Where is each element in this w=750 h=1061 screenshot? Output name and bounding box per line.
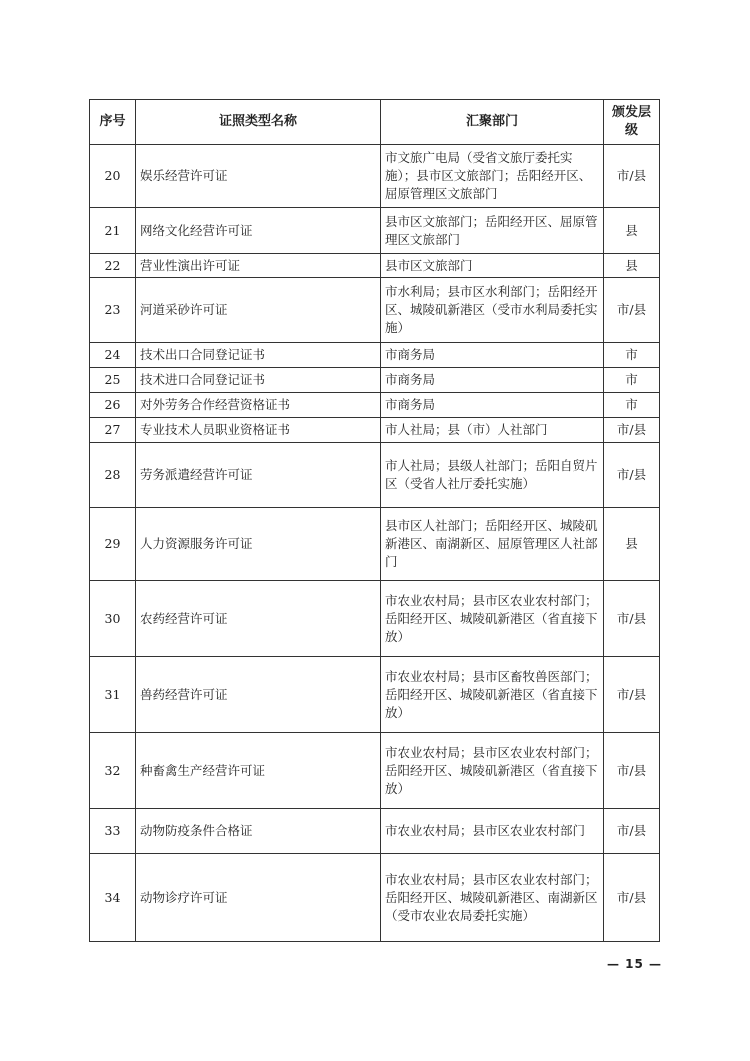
row-serial-number: 34 (90, 854, 136, 942)
row-collecting-department: 市商务局 (381, 368, 604, 393)
row-issuing-level: 市/县 (604, 443, 660, 508)
row-certificate-name: 娱乐经营许可证 (136, 145, 381, 208)
row-issuing-level: 市 (604, 368, 660, 393)
row-certificate-name: 种畜禽生产经营许可证 (136, 733, 381, 809)
table-row (90, 809, 660, 854)
row-collecting-department: 市人社局；县（市）人社部门 (381, 418, 604, 443)
table-row (90, 368, 660, 393)
row-collecting-department: 市农业农村局；县市区农业农村部门；岳阳经开区、城陵矶新港区（省直接下放） (381, 733, 604, 809)
row-collecting-department: 市商务局 (381, 393, 604, 418)
row-issuing-level: 市 (604, 343, 660, 368)
row-issuing-level: 市/县 (604, 581, 660, 657)
row-certificate-name: 河道采砂许可证 (136, 278, 381, 343)
row-collecting-department: 市人社局；县级人社部门；岳阳自贸片区（受省人社厅委托实施） (381, 443, 604, 508)
header-row (90, 100, 660, 145)
row-issuing-level: 市/县 (604, 854, 660, 942)
row-certificate-name: 兽药经营许可证 (136, 657, 381, 733)
row-serial-number: 22 (90, 254, 136, 278)
row-serial-number: 20 (90, 145, 136, 208)
table-row (90, 418, 660, 443)
row-collecting-department: 市农业农村局；县市区畜牧兽医部门；岳阳经开区、城陵矶新港区（省直接下放） (381, 657, 604, 733)
row-serial-number: 33 (90, 809, 136, 854)
row-collecting-department: 县市区人社部门；岳阳经开区、城陵矶新港区、南湖新区、屈原管理区人社部门 (381, 508, 604, 581)
row-collecting-department: 市商务局 (381, 343, 604, 368)
table-header (90, 100, 660, 145)
row-certificate-name: 劳务派遣经营许可证 (136, 443, 381, 508)
table-row (90, 145, 660, 208)
table-row (90, 208, 660, 254)
row-certificate-name: 技术进口合同登记证书 (136, 368, 381, 393)
row-collecting-department: 市农业农村局；县市区农业农村部门 (381, 809, 604, 854)
header-issuing-level: 颁发层级 (604, 100, 660, 145)
row-serial-number: 26 (90, 393, 136, 418)
row-collecting-department: 市水利局；县市区水利部门；岳阳经开区、城陵矶新港区（受市水利局委托实施） (381, 278, 604, 343)
row-certificate-name: 人力资源服务许可证 (136, 508, 381, 581)
header-serial-number: 序号 (90, 100, 136, 145)
row-certificate-name: 动物诊疗许可证 (136, 854, 381, 942)
table-body (90, 145, 660, 942)
row-collecting-department: 县市区文旅部门；岳阳经开区、屈原管理区文旅部门 (381, 208, 604, 254)
table-row (90, 278, 660, 343)
row-issuing-level: 市 (604, 393, 660, 418)
table-row (90, 254, 660, 278)
row-serial-number: 23 (90, 278, 136, 343)
page-number: — 15 — (607, 957, 663, 971)
row-collecting-department: 县市区文旅部门 (381, 254, 604, 278)
certificate-table (89, 99, 660, 942)
row-serial-number: 24 (90, 343, 136, 368)
header-collecting-department: 汇聚部门 (381, 100, 604, 145)
row-certificate-name: 营业性演出许可证 (136, 254, 381, 278)
table-row (90, 393, 660, 418)
row-issuing-level: 市/县 (604, 809, 660, 854)
row-issuing-level: 县 (604, 508, 660, 581)
row-issuing-level: 市/县 (604, 657, 660, 733)
row-serial-number: 27 (90, 418, 136, 443)
row-collecting-department: 市农业农村局；县市区农业农村部门；岳阳经开区、城陵矶新港区、南湖新区（受市农业农局委托实施） (381, 854, 604, 942)
table-row (90, 343, 660, 368)
row-serial-number: 21 (90, 208, 136, 254)
row-issuing-level: 市/县 (604, 145, 660, 208)
row-serial-number: 29 (90, 508, 136, 581)
header-certificate-name: 证照类型名称 (136, 100, 381, 145)
row-issuing-level: 市/县 (604, 418, 660, 443)
row-issuing-level: 市/县 (604, 278, 660, 343)
row-certificate-name: 网络文化经营许可证 (136, 208, 381, 254)
table-row (90, 854, 660, 942)
row-issuing-level: 市/县 (604, 733, 660, 809)
row-serial-number: 31 (90, 657, 136, 733)
table-row (90, 443, 660, 508)
row-serial-number: 28 (90, 443, 136, 508)
row-issuing-level: 县 (604, 254, 660, 278)
row-collecting-department: 市文旅广电局（受省文旅厅委托实施）；县市区文旅部门；岳阳经开区、屈原管理区文旅部门 (381, 145, 604, 208)
row-certificate-name: 专业技术人员职业资格证书 (136, 418, 381, 443)
row-serial-number: 30 (90, 581, 136, 657)
row-certificate-name: 对外劳务合作经营资格证书 (136, 393, 381, 418)
table-row (90, 657, 660, 733)
row-certificate-name: 农药经营许可证 (136, 581, 381, 657)
table-row (90, 581, 660, 657)
table-row (90, 508, 660, 581)
row-collecting-department: 市农业农村局；县市区农业农村部门；岳阳经开区、城陵矶新港区（省直接下放） (381, 581, 604, 657)
row-serial-number: 25 (90, 368, 136, 393)
row-issuing-level: 县 (604, 208, 660, 254)
table-row (90, 733, 660, 809)
row-certificate-name: 动物防疫条件合格证 (136, 809, 381, 854)
row-certificate-name: 技术出口合同登记证书 (136, 343, 381, 368)
row-serial-number: 32 (90, 733, 136, 809)
